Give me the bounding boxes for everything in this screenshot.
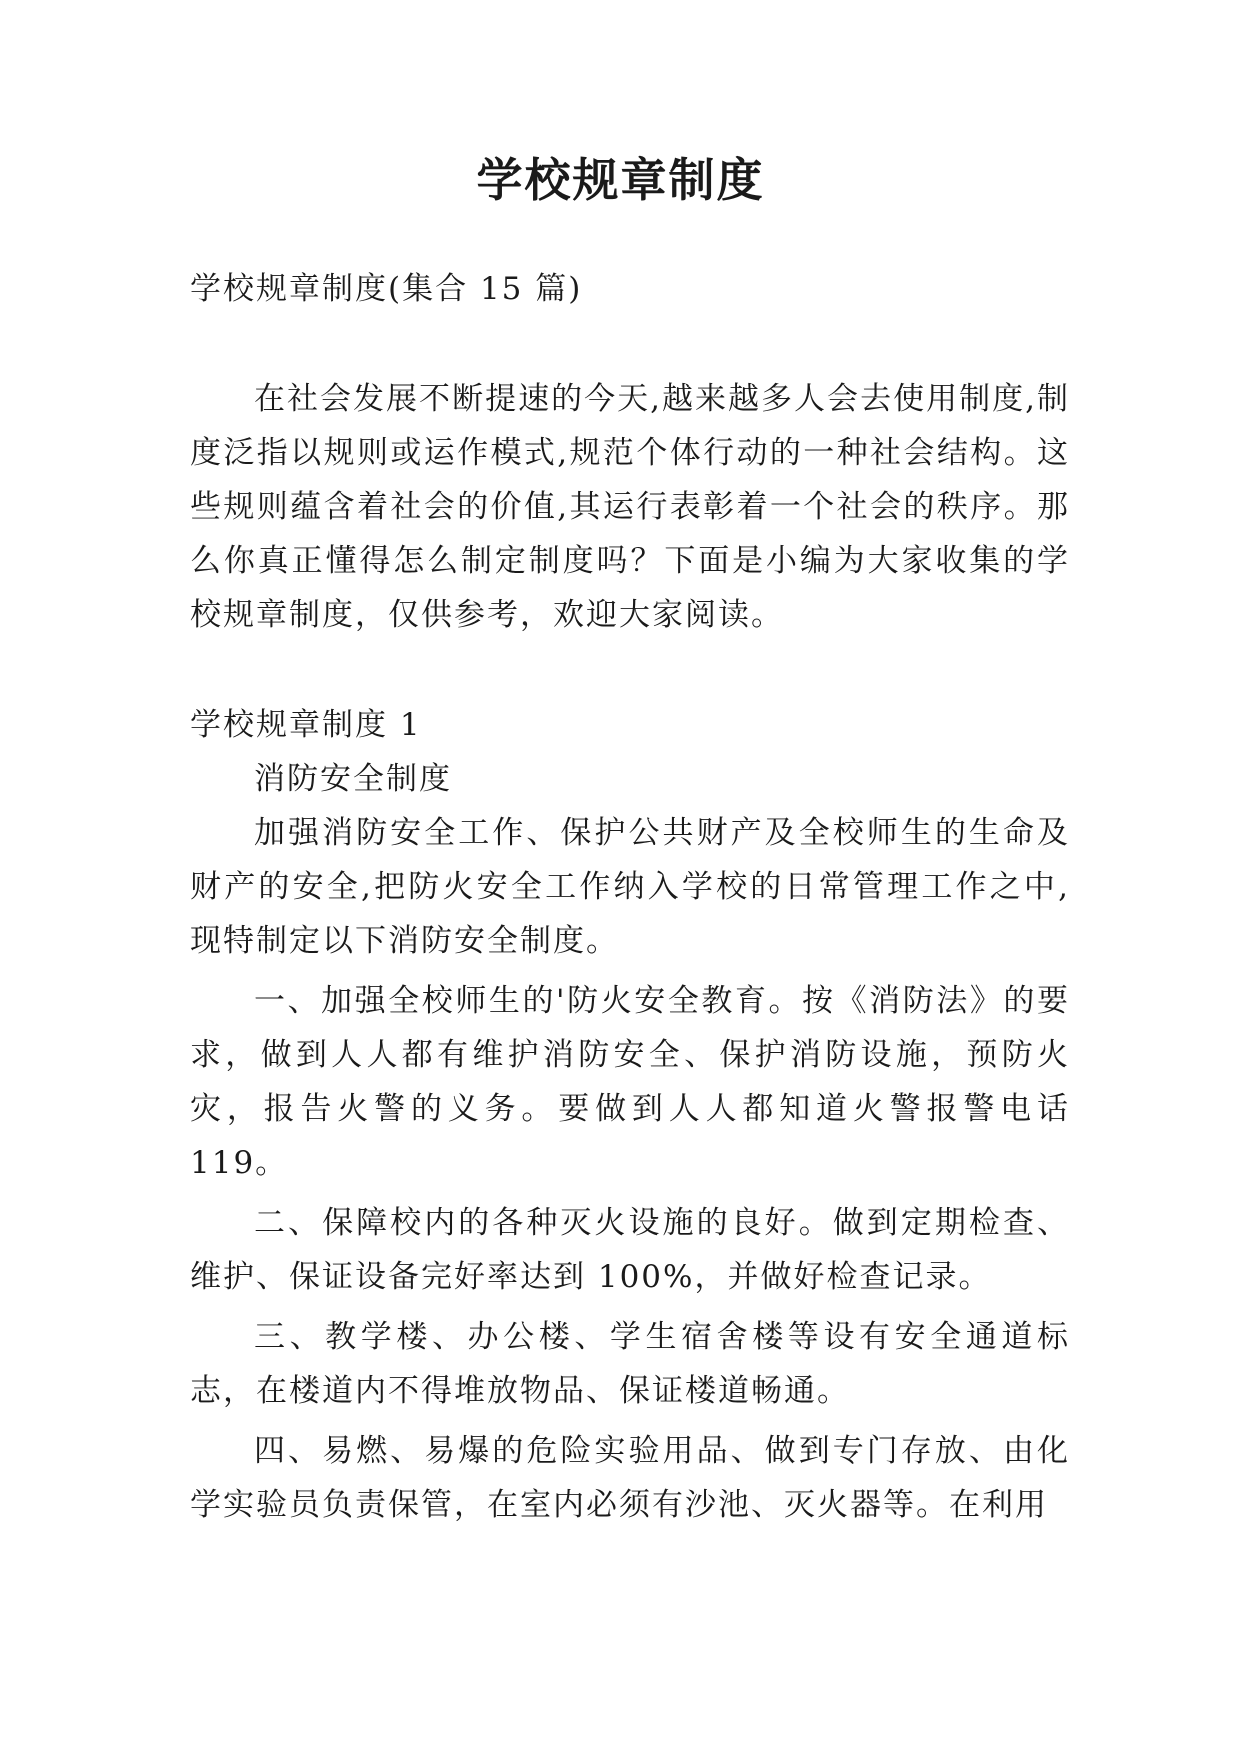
- intro-paragraph: 在社会发展不断提速的今天,越来越多人会去使用制度,制度泛指以规则或运作模式,规范个体行动的一种社会结构。这些规则蕴含着社会的价值,其运行表彰着一个社会的秩序。那么你真正懂得怎么制定制度吗？下面是小编为大家收集的学校规章制度，仅供参考，欢迎大家阅读。: [190, 381, 1070, 633]
- document-subtitle: 学校规章制度(集合 15 篇): [190, 271, 583, 307]
- section-subheading: 消防安全制度: [254, 761, 452, 797]
- section-heading: 学校规章制度 1: [190, 707, 422, 743]
- body-paragraph: 三、教学楼、办公楼、学生宿舍楼等设有安全通道标志，在楼道内不得堆放物品、保证楼道畅通。: [190, 1319, 1070, 1409]
- body-paragraph: 加强消防安全工作、保护公共财产及全校师生的生命及财产的安全,把防火安全工作纳入学校的日常管理工作之中,现特制定以下消防安全制度。: [190, 815, 1070, 959]
- body-paragraph: 四、易燃、易爆的危险实验用品、做到专门存放、由化学实验员负责保管，在室内必须有沙池、灭火器等。在利用: [190, 1433, 1070, 1523]
- document-title: 学校规章制度: [476, 153, 765, 207]
- document-body: [190, 262, 1070, 1532]
- body-paragraph: 二、保障校内的各种灭火设施的良好。做到定期检查、维护、保证设备完好率达到 100%，并做好检查记录。: [190, 1205, 1070, 1295]
- body-paragraph: 一、加强全校师生的'防火安全教育。按《消防法》的要求，做到人人都有维护消防安全、保护消防设施，预防火灾，报告火警的义务。要做到人人都知道火警报警电话 119。: [190, 983, 1070, 1181]
